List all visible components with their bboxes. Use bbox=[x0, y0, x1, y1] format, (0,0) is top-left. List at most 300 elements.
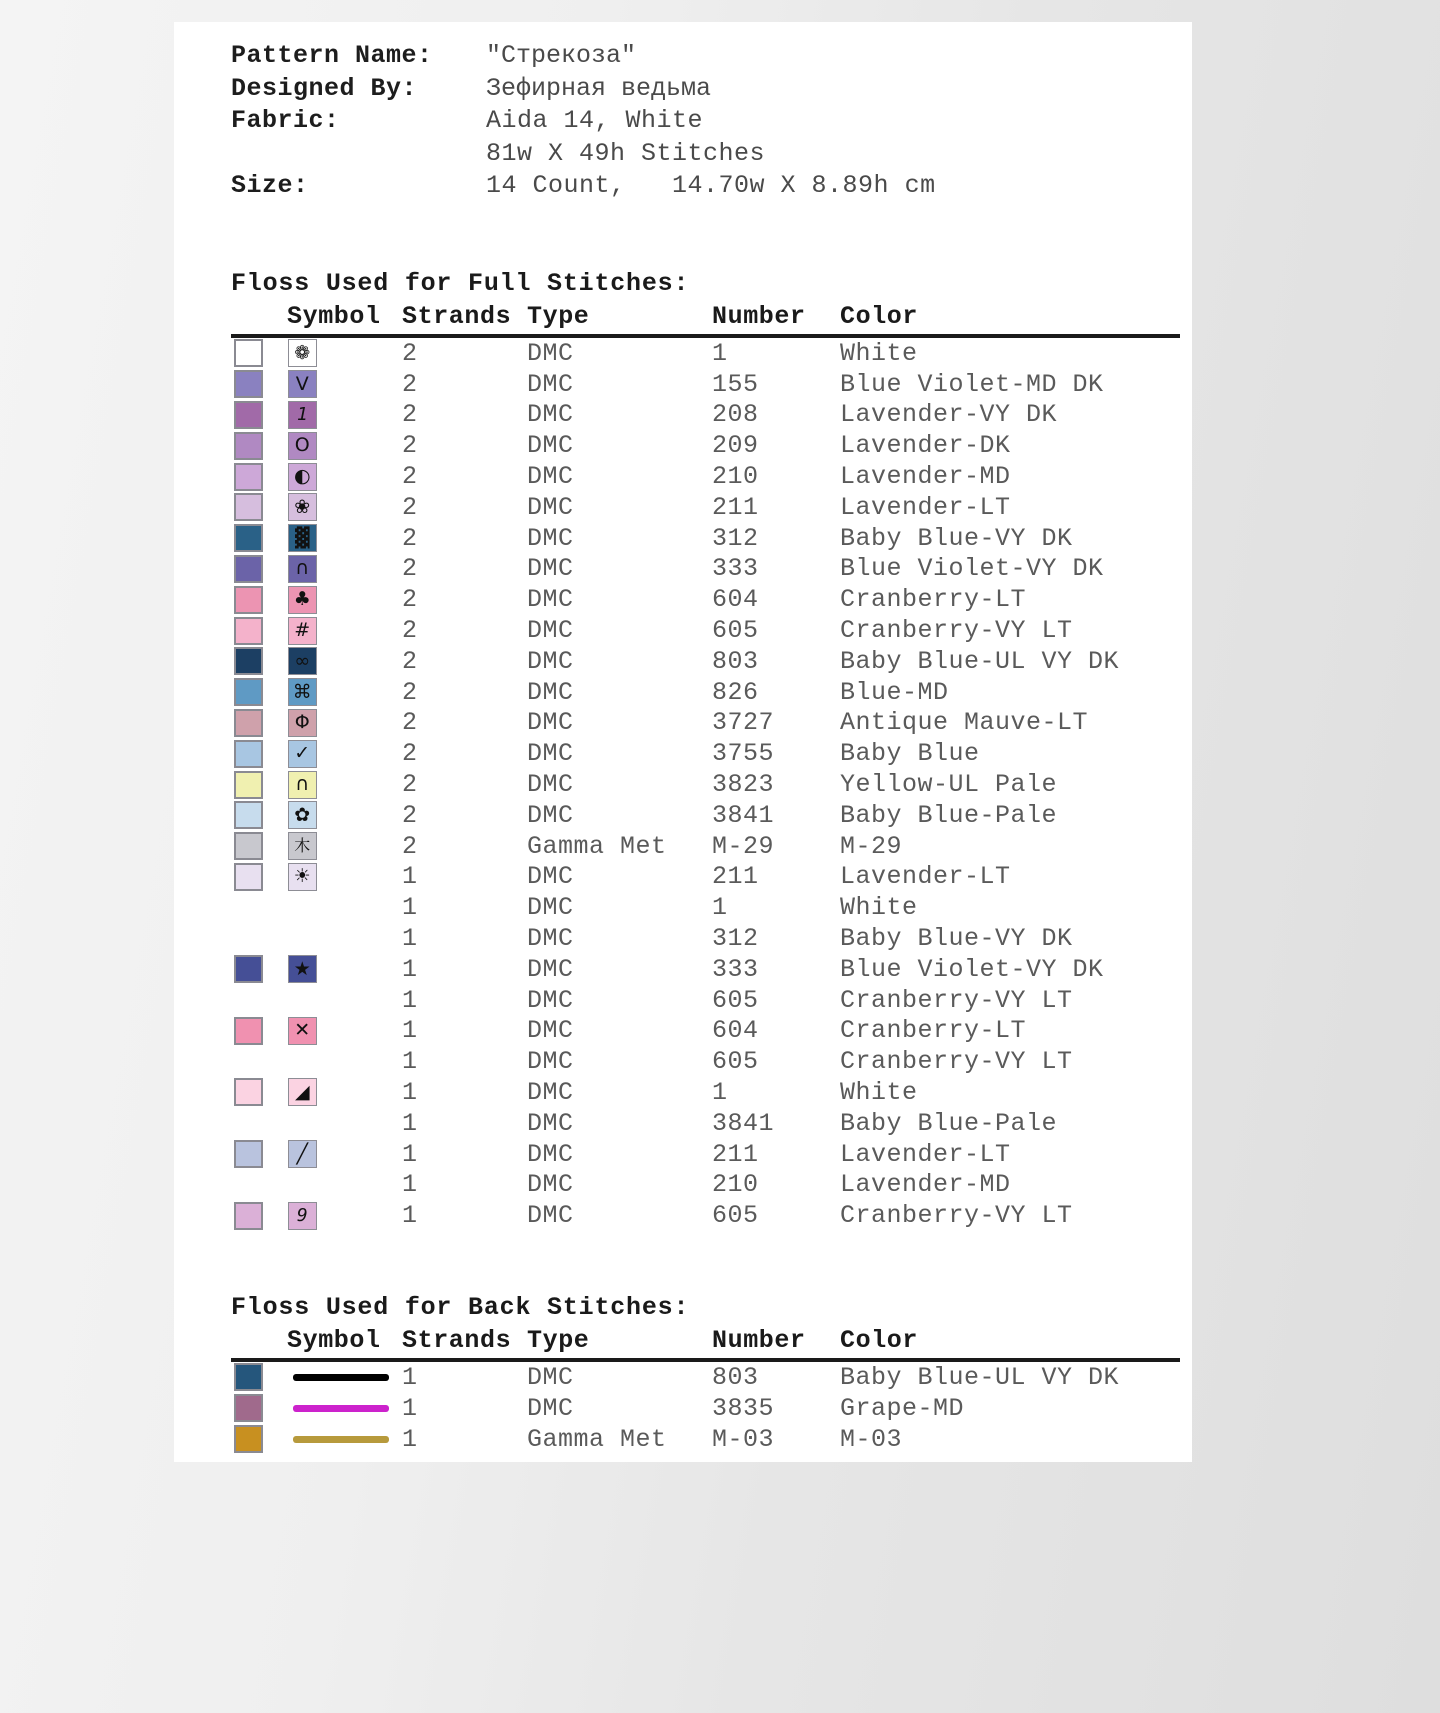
color-name-value: Cranberry-VY LT bbox=[840, 616, 1073, 646]
number-column-header: Number bbox=[712, 298, 840, 336]
number-value: 3835 bbox=[712, 1393, 775, 1423]
color-swatch bbox=[234, 339, 263, 367]
strands-value: 1 bbox=[402, 1424, 418, 1454]
symbol-cell bbox=[287, 769, 402, 800]
color-name-value: White bbox=[840, 338, 918, 368]
color-name-value: Lavender-MD bbox=[840, 1170, 1011, 1200]
table-row bbox=[231, 523, 1180, 554]
color-name-value: Lavender-LT bbox=[840, 862, 1011, 892]
table-row bbox=[231, 584, 1180, 615]
swatch-column-header bbox=[231, 1322, 287, 1360]
color-name-value: Lavender-LT bbox=[840, 492, 1011, 522]
type-value: DMC bbox=[527, 800, 574, 830]
type-value: DMC bbox=[527, 924, 574, 953]
strands-value: 1 bbox=[402, 1108, 418, 1138]
number-value: 3823 bbox=[712, 770, 775, 800]
symbol-cell bbox=[287, 461, 402, 492]
strands-value: 2 bbox=[402, 431, 418, 461]
symbol-cell bbox=[287, 892, 402, 923]
number-value: 605 bbox=[712, 616, 759, 646]
symbol-cell bbox=[287, 1046, 402, 1077]
hook-symbol: ∩ bbox=[288, 771, 317, 799]
type-value: DMC bbox=[527, 338, 574, 368]
symbol-cell bbox=[287, 954, 402, 985]
symbol-cell bbox=[287, 1077, 402, 1108]
backstitch-line-cell bbox=[287, 1393, 402, 1424]
symbol-cell bbox=[287, 831, 402, 862]
type-value: DMC bbox=[527, 646, 574, 676]
strands-value: 2 bbox=[402, 492, 418, 522]
header-row bbox=[231, 105, 1192, 138]
strands-column-header: Strands bbox=[402, 298, 527, 336]
type-value: DMC bbox=[527, 1201, 574, 1231]
tree-glyph-symbol: 木 bbox=[288, 832, 317, 860]
color-swatch bbox=[234, 617, 263, 645]
color-swatch bbox=[234, 771, 263, 799]
empty-swatch bbox=[231, 1048, 287, 1076]
strands-value: 2 bbox=[402, 616, 418, 646]
infinity-symbol: ∞ bbox=[288, 647, 317, 675]
empty-symbol bbox=[287, 1048, 402, 1076]
symbol-cell bbox=[287, 400, 402, 431]
color-name-value: White bbox=[840, 893, 918, 923]
color-swatch-cell bbox=[231, 1139, 287, 1170]
number-value: 1 bbox=[712, 1077, 728, 1107]
type-value: DMC bbox=[527, 985, 574, 1015]
strands-value: 2 bbox=[402, 677, 418, 707]
table-row bbox=[231, 430, 1180, 461]
number-value: 605 bbox=[712, 985, 759, 1015]
type-value: Gamma Met bbox=[527, 1424, 667, 1454]
symbol-cell bbox=[287, 1016, 402, 1047]
color-swatch-cell bbox=[231, 523, 287, 554]
strands-value: 2 bbox=[402, 585, 418, 615]
color-swatch bbox=[234, 524, 263, 552]
table-row bbox=[231, 615, 1180, 646]
pattern-header bbox=[231, 40, 1192, 203]
strands-value: 2 bbox=[402, 369, 418, 399]
color-swatch bbox=[234, 1140, 263, 1168]
full-stitches-title: Floss Used for Full Stitches: bbox=[231, 268, 690, 298]
color-swatch bbox=[234, 370, 263, 398]
color-name-value: Grape-MD bbox=[840, 1393, 965, 1423]
number-value: 210 bbox=[712, 462, 759, 492]
strands-value: 1 bbox=[402, 954, 418, 984]
slash-bar-symbol: ╱ bbox=[288, 1140, 317, 1168]
color-swatch-cell bbox=[231, 862, 287, 893]
type-value: DMC bbox=[527, 862, 574, 892]
symbol-cell bbox=[287, 923, 402, 954]
number-value: 333 bbox=[712, 954, 759, 984]
strands-value: 1 bbox=[402, 924, 418, 953]
strands-value: 1 bbox=[402, 1016, 418, 1046]
color-swatch-cell bbox=[231, 461, 287, 492]
strands-value: 1 bbox=[402, 985, 418, 1015]
strands-value: 2 bbox=[402, 400, 418, 430]
back-stitches-body bbox=[231, 1360, 1180, 1454]
empty-swatch bbox=[231, 894, 287, 922]
type-value: DMC bbox=[527, 492, 574, 522]
color-swatch bbox=[234, 586, 263, 614]
number-value: 211 bbox=[712, 1139, 759, 1169]
color-name-value: Cranberry-VY LT bbox=[840, 1047, 1073, 1077]
color-name-value: Yellow-UL Pale bbox=[840, 770, 1058, 800]
color-name-value: Baby Blue-UL VY DK bbox=[840, 646, 1120, 676]
color-swatch-cell bbox=[231, 1016, 287, 1047]
table-row bbox=[231, 831, 1180, 862]
table-row bbox=[231, 369, 1180, 400]
number-value: M-03 bbox=[712, 1424, 775, 1454]
strands-value: 2 bbox=[402, 462, 418, 492]
color-swatch bbox=[234, 1425, 263, 1453]
fabric-label: Fabric: bbox=[231, 106, 340, 136]
backstitch-line-swatch bbox=[293, 1405, 389, 1412]
type-value: DMC bbox=[527, 1016, 574, 1046]
letter-o-symbol: O bbox=[288, 432, 317, 460]
color-name-value: Cranberry-LT bbox=[840, 585, 1027, 615]
propeller-symbol: ❀ bbox=[288, 493, 317, 521]
table-row bbox=[231, 923, 1180, 954]
type-value: DMC bbox=[527, 1108, 574, 1138]
number-value: 3727 bbox=[712, 708, 775, 738]
empty-swatch bbox=[231, 986, 287, 1014]
color-swatch-cell bbox=[231, 769, 287, 800]
table-row bbox=[231, 400, 1180, 431]
type-value: DMC bbox=[527, 1077, 574, 1107]
table-row bbox=[231, 1169, 1180, 1200]
color-swatch-cell bbox=[231, 554, 287, 585]
stitches-label bbox=[231, 138, 486, 171]
table-row bbox=[231, 862, 1180, 893]
number-column-header: Number bbox=[712, 1322, 840, 1360]
document-page bbox=[174, 22, 1192, 1462]
back-stitches-table bbox=[231, 1322, 1180, 1454]
color-swatch-cell bbox=[231, 892, 287, 923]
type-value: DMC bbox=[527, 462, 574, 492]
swatch-column-header bbox=[231, 298, 287, 336]
color-swatch-cell bbox=[231, 677, 287, 708]
symbol-cell bbox=[287, 1200, 402, 1231]
digit-one-symbol: 1 bbox=[288, 401, 317, 429]
number-value: 604 bbox=[712, 1016, 759, 1046]
type-value: DMC bbox=[527, 954, 574, 984]
star-symbol: ★ bbox=[288, 955, 317, 983]
empty-symbol bbox=[287, 894, 402, 922]
strands-value: 1 bbox=[402, 1201, 418, 1231]
symbol-cell bbox=[287, 708, 402, 739]
symbol-cell bbox=[287, 800, 402, 831]
table-row bbox=[231, 1046, 1180, 1077]
backstitch-line-swatch bbox=[293, 1436, 389, 1443]
back-stitches-title: Floss Used for Back Stitches: bbox=[231, 1293, 690, 1323]
number-value: 312 bbox=[712, 924, 759, 953]
number-value: 1 bbox=[712, 893, 728, 923]
table-row bbox=[231, 1016, 1180, 1047]
color-swatch-cell bbox=[231, 1046, 287, 1077]
type-value: DMC bbox=[527, 554, 574, 584]
color-swatch-cell bbox=[231, 492, 287, 523]
type-value: DMC bbox=[527, 1047, 574, 1077]
symbol-cell bbox=[287, 336, 402, 369]
type-value: DMC bbox=[527, 431, 574, 461]
corner-triangle-symbol: ◢ bbox=[288, 1078, 317, 1106]
number-value: 3841 bbox=[712, 800, 775, 830]
color-name-value: White bbox=[840, 1077, 918, 1107]
empty-symbol bbox=[287, 1109, 402, 1137]
table-row bbox=[231, 800, 1180, 831]
color-swatch-cell bbox=[231, 646, 287, 677]
color-swatch-cell bbox=[231, 831, 287, 862]
spacer bbox=[174, 1231, 1192, 1293]
color-name-value: Blue Violet-VY DK bbox=[840, 554, 1104, 584]
color-name-value: Baby Blue-Pale bbox=[840, 1108, 1058, 1138]
type-value: DMC bbox=[527, 1362, 574, 1392]
type-value: DMC bbox=[527, 400, 574, 430]
empty-symbol bbox=[287, 1171, 402, 1199]
color-swatch bbox=[234, 863, 263, 891]
color-name-value: Baby Blue-UL VY DK bbox=[840, 1362, 1120, 1392]
symbol-cell bbox=[287, 523, 402, 554]
type-value: DMC bbox=[527, 893, 574, 923]
table-row bbox=[231, 1077, 1180, 1108]
symbol-cell bbox=[287, 492, 402, 523]
diagonal-hatch-symbol: ▓ bbox=[288, 524, 317, 552]
strands-value: 2 bbox=[402, 739, 418, 769]
color-swatch-cell bbox=[231, 1393, 287, 1424]
color-swatch bbox=[234, 1078, 263, 1106]
number-value: 3755 bbox=[712, 739, 775, 769]
color-swatch-cell bbox=[231, 369, 287, 400]
half-circle-symbol: ◐ bbox=[288, 463, 317, 491]
empty-swatch bbox=[231, 1109, 287, 1137]
table-row bbox=[231, 769, 1180, 800]
designed-by-label: Designed By: bbox=[231, 73, 418, 103]
type-value: Gamma Met bbox=[527, 831, 667, 861]
hash-symbol: # bbox=[288, 617, 317, 645]
strands-value: 2 bbox=[402, 770, 418, 800]
number-value: 605 bbox=[712, 1201, 759, 1231]
color-swatch-cell bbox=[231, 1169, 287, 1200]
size-label: Size: bbox=[231, 171, 309, 201]
digit-nine-symbol: 9 bbox=[288, 1202, 317, 1230]
header-row bbox=[231, 170, 1192, 203]
type-value: DMC bbox=[527, 616, 574, 646]
cross-symbol: ✕ bbox=[288, 1017, 317, 1045]
club-symbol: ♣ bbox=[288, 586, 317, 614]
check-symbol: ✓ bbox=[288, 740, 317, 768]
strands-value: 1 bbox=[402, 1077, 418, 1107]
color-name-value: Lavender-DK bbox=[840, 431, 1011, 461]
color-name-value: Blue Violet-VY DK bbox=[840, 954, 1104, 984]
number-value: 208 bbox=[712, 400, 759, 430]
table-row bbox=[231, 1108, 1180, 1139]
table-row bbox=[231, 336, 1180, 369]
color-swatch bbox=[234, 432, 263, 460]
symbol-cell bbox=[287, 738, 402, 769]
table-row bbox=[231, 554, 1180, 585]
color-swatch bbox=[234, 1363, 263, 1391]
symbol-cell bbox=[287, 677, 402, 708]
color-swatch-cell bbox=[231, 1077, 287, 1108]
table-row bbox=[231, 461, 1180, 492]
strands-value: 1 bbox=[402, 1170, 418, 1200]
symbol-cell bbox=[287, 1108, 402, 1139]
number-value: 826 bbox=[712, 677, 759, 707]
number-value: 604 bbox=[712, 585, 759, 615]
table-row bbox=[231, 985, 1180, 1016]
color-name-value: Blue-MD bbox=[840, 677, 949, 707]
color-name-value: M-03 bbox=[840, 1424, 903, 1454]
table-row bbox=[231, 954, 1180, 985]
color-name-value: Cranberry-LT bbox=[840, 1016, 1027, 1046]
header-row bbox=[231, 73, 1192, 106]
color-swatch bbox=[234, 709, 263, 737]
number-value: 211 bbox=[712, 492, 759, 522]
color-swatch bbox=[234, 678, 263, 706]
strands-value: 1 bbox=[402, 1139, 418, 1169]
strands-value: 1 bbox=[402, 1047, 418, 1077]
strands-value: 1 bbox=[402, 893, 418, 923]
empty-symbol bbox=[287, 986, 402, 1014]
empty-symbol bbox=[287, 925, 402, 953]
color-swatch bbox=[234, 801, 263, 829]
table-row bbox=[231, 892, 1180, 923]
backstitch-line-cell bbox=[287, 1424, 402, 1455]
number-value: M-29 bbox=[712, 831, 775, 861]
table-row bbox=[231, 1200, 1180, 1231]
color-swatch bbox=[234, 647, 263, 675]
letter-v-symbol: V bbox=[288, 370, 317, 398]
color-swatch-cell bbox=[231, 336, 287, 369]
number-value: 605 bbox=[712, 1047, 759, 1077]
strands-value: 2 bbox=[402, 831, 418, 861]
color-name-value: Baby Blue bbox=[840, 739, 980, 769]
symbol-cell bbox=[287, 1139, 402, 1170]
color-name-value: Antique Mauve-LT bbox=[840, 708, 1089, 738]
strands-value: 1 bbox=[402, 1362, 418, 1392]
type-value: DMC bbox=[527, 677, 574, 707]
strands-value: 2 bbox=[402, 338, 418, 368]
fabric-value: Aida 14, White bbox=[486, 106, 704, 136]
color-swatch-cell bbox=[231, 708, 287, 739]
color-swatch-cell bbox=[231, 430, 287, 461]
color-swatch bbox=[234, 463, 263, 491]
pattern-name-value: "Стрекоза" bbox=[486, 41, 637, 70]
designed-by-value: Зефирная ведьма bbox=[486, 73, 712, 103]
color-swatch-cell bbox=[231, 985, 287, 1016]
symbol-column-header: Symbol bbox=[287, 1322, 402, 1360]
type-column-header: Type bbox=[527, 298, 712, 336]
type-value: DMC bbox=[527, 739, 574, 769]
table-row bbox=[231, 1424, 1180, 1455]
number-value: 312 bbox=[712, 523, 759, 553]
type-value: DMC bbox=[527, 523, 574, 553]
type-value: DMC bbox=[527, 770, 574, 800]
color-swatch-cell bbox=[231, 1200, 287, 1231]
back-stitches-header-row bbox=[231, 1322, 1180, 1360]
color-swatch bbox=[234, 832, 263, 860]
color-name-value: M-29 bbox=[840, 831, 903, 861]
type-column-header: Type bbox=[527, 1322, 712, 1360]
strands-value: 1 bbox=[402, 862, 418, 892]
full-stitches-header-row bbox=[231, 298, 1180, 336]
table-row bbox=[231, 708, 1180, 739]
spacer bbox=[174, 203, 1192, 269]
pattern-name-label: Pattern Name: bbox=[231, 41, 433, 70]
color-name-value: Blue Violet-MD DK bbox=[840, 369, 1104, 399]
color-swatch bbox=[234, 1202, 263, 1230]
symbol-cell bbox=[287, 862, 402, 893]
table-row bbox=[231, 1393, 1180, 1424]
command-symbol: ⌘ bbox=[288, 678, 317, 706]
empty-swatch bbox=[231, 925, 287, 953]
color-swatch-cell bbox=[231, 800, 287, 831]
full-stitches-body bbox=[231, 336, 1180, 1231]
symbol-cell bbox=[287, 1169, 402, 1200]
size-value: 14 Count, 14.70w X 8.89h cm bbox=[486, 171, 936, 201]
color-swatch bbox=[234, 740, 263, 768]
color-swatch-cell bbox=[231, 738, 287, 769]
backstitch-line-cell bbox=[287, 1360, 402, 1393]
table-row bbox=[231, 492, 1180, 523]
header-row bbox=[231, 138, 1192, 171]
color-swatch-cell bbox=[231, 1424, 287, 1455]
color-column-header: Color bbox=[840, 1322, 1180, 1360]
seedling-symbol: ❁ bbox=[288, 339, 317, 367]
table-row bbox=[231, 738, 1180, 769]
color-name-value: Baby Blue-Pale bbox=[840, 800, 1058, 830]
strands-column-header: Strands bbox=[402, 1322, 527, 1360]
number-value: 211 bbox=[712, 862, 759, 892]
header-row bbox=[231, 40, 1192, 73]
table-row bbox=[231, 1360, 1180, 1393]
table-row bbox=[231, 1139, 1180, 1170]
full-stitches-table bbox=[231, 298, 1180, 1231]
number-value: 1 bbox=[712, 338, 728, 368]
color-name-value: Lavender-MD bbox=[840, 462, 1011, 492]
color-name-value: Baby Blue-VY DK bbox=[840, 523, 1073, 553]
arch-symbol: ∩ bbox=[288, 555, 317, 583]
backstitch-line-swatch bbox=[293, 1374, 389, 1381]
symbol-cell bbox=[287, 646, 402, 677]
number-value: 333 bbox=[712, 554, 759, 584]
flower-symbol: ✿ bbox=[288, 801, 317, 829]
type-value: DMC bbox=[527, 1170, 574, 1200]
color-swatch bbox=[234, 1394, 263, 1422]
strands-value: 2 bbox=[402, 708, 418, 738]
color-column-header: Color bbox=[840, 298, 1180, 336]
color-swatch-cell bbox=[231, 1108, 287, 1139]
color-name-value: Cranberry-VY LT bbox=[840, 985, 1073, 1015]
type-value: DMC bbox=[527, 585, 574, 615]
strands-value: 2 bbox=[402, 554, 418, 584]
symbol-cell bbox=[287, 369, 402, 400]
number-value: 803 bbox=[712, 1362, 759, 1392]
color-name-value: Lavender-LT bbox=[840, 1139, 1011, 1169]
color-name-value: Baby Blue-VY DK bbox=[840, 924, 1073, 953]
color-name-value: Lavender-VY DK bbox=[840, 400, 1058, 430]
color-swatch bbox=[234, 493, 263, 521]
color-swatch bbox=[234, 401, 263, 429]
strands-value: 1 bbox=[402, 1393, 418, 1423]
color-swatch bbox=[234, 555, 263, 583]
sun-symbol: ☀ bbox=[288, 863, 317, 891]
type-value: DMC bbox=[527, 369, 574, 399]
number-value: 3841 bbox=[712, 1108, 775, 1138]
type-value: DMC bbox=[527, 708, 574, 738]
number-value: 803 bbox=[712, 646, 759, 676]
symbol-cell bbox=[287, 554, 402, 585]
